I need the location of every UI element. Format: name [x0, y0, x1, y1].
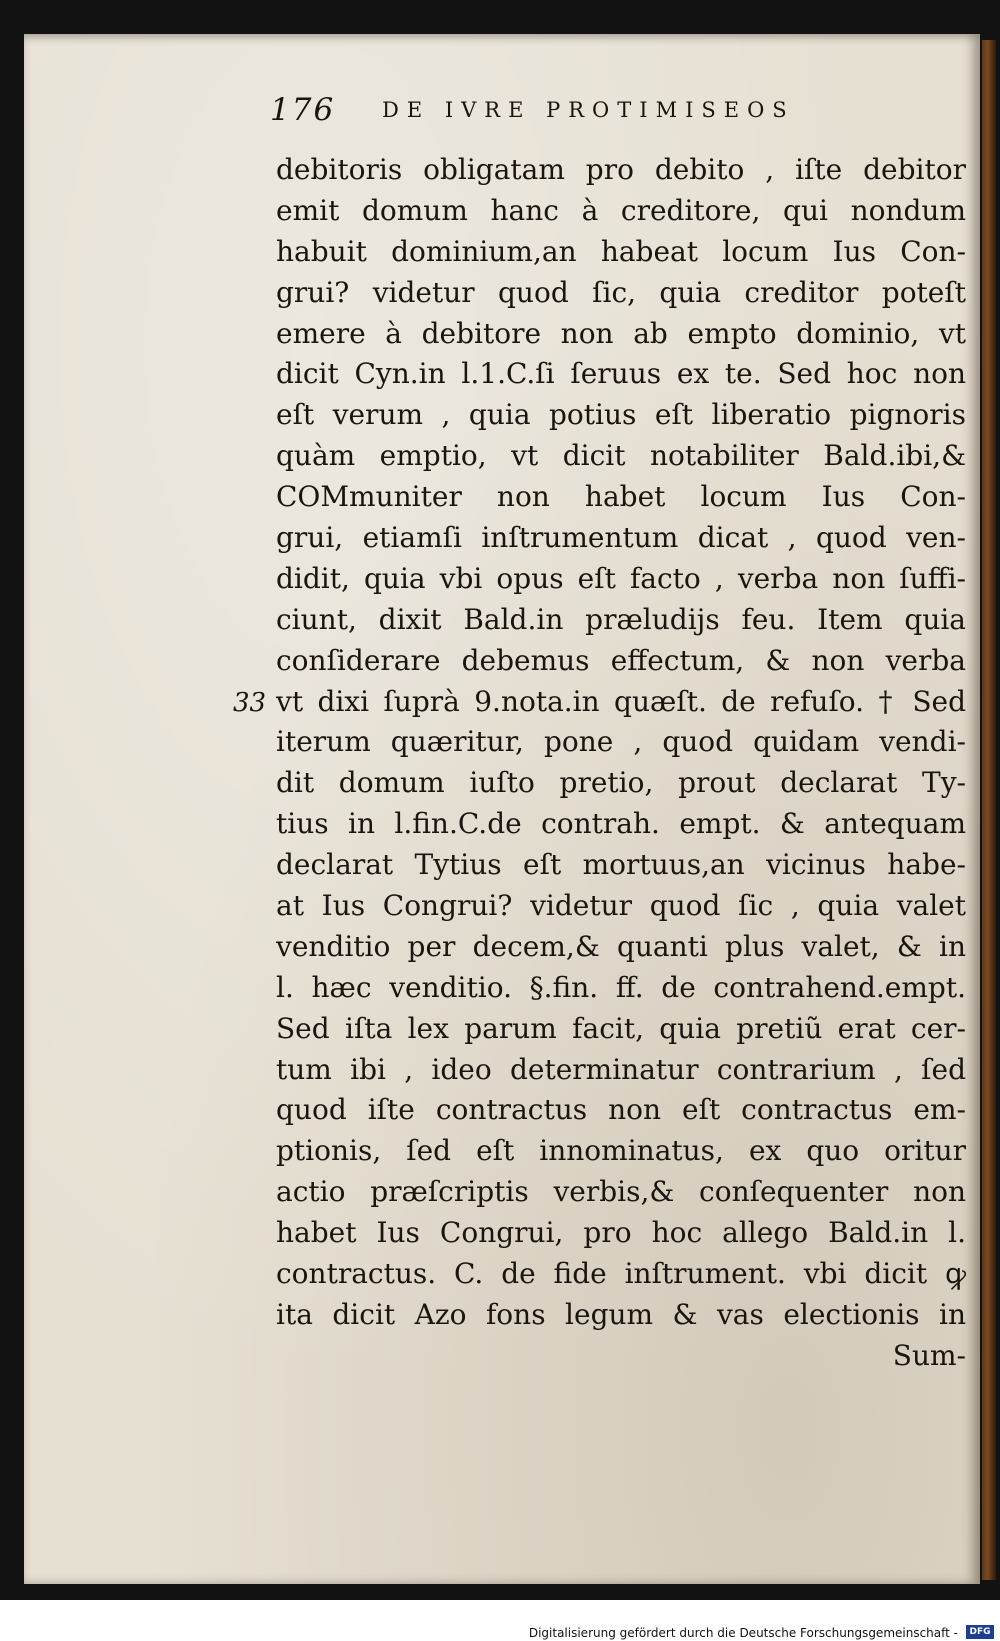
catchword: Sum- [892, 1338, 966, 1372]
page-number: 176 [270, 92, 336, 128]
text-line: vt dixi ſuprà 9.nota.in quæſt. de refuſo. † Sed [276, 684, 966, 718]
text-line: quàm emptio, vt dicit notabiliter Bald.ibi,& [276, 439, 966, 473]
text-line: conſiderare debemus effectum, & non verba [276, 643, 966, 677]
text-line: didit, quia vbi opus eſt facto , verba non ſuffi- [276, 561, 966, 595]
text-line: contractus. C. de fide inſtrument. vbi dicit ꝙ [276, 1257, 966, 1291]
text-line: grui? videtur quod ſic, quia creditor poteſt [276, 275, 966, 309]
dfg-logo: DFG [966, 1625, 994, 1639]
text-line: l. hæc venditio. §.fin. ff. de contrahend.empt. [276, 970, 966, 1004]
page-header [270, 92, 890, 136]
text-line: venditio per decem,& quanti plus valet, & in [276, 929, 966, 963]
text-line: debitoris obligatam pro debito , iſte debitor [276, 153, 966, 186]
text-line: COMmuniter non habet locum Ius Con- [276, 480, 966, 514]
body-text [276, 150, 966, 1377]
text-line: tius in l.fin.C.de contrah. empt. & antequam [276, 807, 966, 841]
text-line: declarat Tytius eſt mortuus,an vicinus habe- [276, 848, 966, 882]
text-line: ptionis, ſed eſt innominatus, ex quo oritur [276, 1134, 966, 1168]
text-line: quod iſte contractus non eſt contractus em- [276, 1093, 966, 1127]
funding-credit: Digitalisierung gefördert durch die Deutsche Forschungsgemeinschaft - [528, 1626, 958, 1640]
text-line: Sed iſta lex parum facit, quia pretiũ erat cer- [276, 1011, 966, 1045]
text-line: ita dicit Azo fons legum & vas electionis in [276, 1297, 966, 1331]
running-head: DE IVRE PROTIMISEOS [382, 98, 795, 122]
text-line: emere à debitore non ab empto dominio, vt [276, 316, 966, 350]
text-line: tum ibi , ideo determinatur contrarium , ſed [276, 1052, 966, 1086]
text-line: eſt verum , quia potius eſt liberatio pignoris [276, 398, 966, 432]
text-line: habuit dominium,an habeat locum Ius Con- [276, 234, 966, 268]
page-edge [982, 40, 996, 1580]
text-line: dit domum iuſto pretio, prout declarat Ty- [276, 766, 966, 800]
text-line: emit domum hanc à creditore, qui nondum [276, 193, 966, 227]
text-line: grui, etiamſi inſtrumentum dicat , quod ven- [276, 521, 966, 555]
text-line: actio præſcriptis verbis,& conſequenter non [276, 1175, 966, 1209]
text-line: ciunt, dixit Bald.in præludijs feu. Item quia [276, 602, 966, 636]
text-line: dicit Cyn.in l.1.C.ſi ſeruus ex te. Sed hoc non [276, 357, 966, 391]
margin-note-number: 33 [233, 688, 267, 718]
text-line: iterum quæritur, pone , quod quidam vendi- [276, 725, 966, 759]
text-line: at Ius Congrui? videtur quod ſic , quia valet [276, 889, 966, 923]
text-line: habet Ius Congrui, pro hoc allego Bald.in l. [276, 1216, 966, 1250]
